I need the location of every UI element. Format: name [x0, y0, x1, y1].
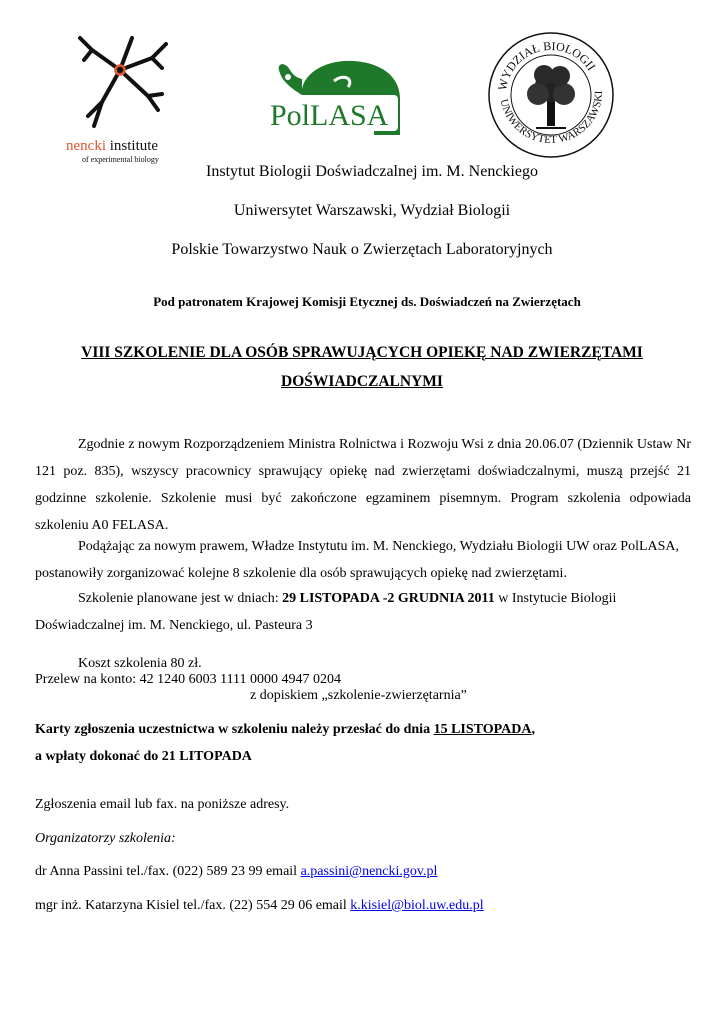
- email-link-passini[interactable]: a.passini@nencki.gov.pl: [300, 864, 438, 879]
- email-link-kisiel[interactable]: k.kisiel@biol.uw.edu.pl: [350, 898, 484, 913]
- seal-ring-bottom: UNIWERSYTET WARSZAWSKI: [497, 90, 606, 147]
- pollasa-logo-text: PolLASA: [270, 99, 389, 132]
- paragraph-organization: Podążając za nowym prawem, Władze Instytutu im. M. Nenckiego, Wydziału Biologii UW oraz PolLASA, postanowiły zorganizować kolejne 8 szkolenie dla osób sprawujących opiekę nad zwierzętami.: [35, 539, 680, 581]
- nencki-logo-sub: of experimental biology: [82, 155, 159, 164]
- applications-info: Zgłoszenia email lub fax. na poniższe adresy.: [35, 797, 290, 812]
- seal-ring-top: WYDZIAŁ BIOLOGII: [495, 38, 599, 92]
- dates-intro: Szkolenie planowane jest w dniach:: [78, 591, 283, 606]
- cards-text: Karty zgłoszenia uczestnictwa w szkoleniu należy przesłać do dnia: [35, 722, 434, 737]
- cards-date: 15 LISTOPADA: [433, 722, 532, 737]
- payment-deadline: a wpłaty dokonać do 21 LITOPADA: [35, 749, 252, 764]
- title-line-2: DOŚWIADCZALNYMI: [281, 373, 443, 390]
- cards-comma: ,: [531, 722, 535, 737]
- svg-text:nencki institute: [66, 138, 158, 154]
- uw-biology-seal: [486, 30, 616, 160]
- tree-icon: [527, 65, 575, 128]
- nencki-logo-name: nencki: [66, 138, 106, 154]
- paragraph-regulation: Zgodnie z nowym Rozporządzeniem Ministra Rolnictwa i Rozwoju Wsi z dnia 20.06.07 (Dziennik Ustaw Nr 121 poz. 835), wszyscy pracownicy sprawujący opiekę nad zwierzętami doświadczalnymi, muszą przejść 21 godzinne szkolenie. Szkolenie musi być zakończone egzaminem pisemnym. Program szkolenia odpowiada szkoleniu A0 FELASA.: [35, 437, 691, 533]
- pollasa-logo: [262, 55, 410, 143]
- organizers-label: Organizatorzy szkolenia:: [35, 831, 176, 846]
- nencki-institute-logo: [62, 30, 182, 165]
- institute-name-2: Uniwersytet Warszawski, Wydział Biologii: [233, 202, 511, 219]
- bank-transfer: Przelew na konto: 42 1240 6003 1111 0000 4947 0204: [35, 672, 342, 687]
- title-line-1: VIII SZKOLENIE DLA OSÓB SPRAWUJĄCYCH OPIEKĘ NAD ZWIERZĘTAMI: [81, 344, 643, 361]
- dates-location: w Instytucie Biologii Doświadczalnej im. M. Nenckiego, ul. Pasteura 3: [35, 591, 617, 633]
- nencki-logo-rest: institute: [105, 138, 159, 154]
- training-dates: 29 LISTOPADA -2 GRUDNIA 2011: [282, 591, 495, 606]
- institute-name-1: Instytut Biologii Doświadczalnej im. M. Nenckiego: [206, 163, 538, 180]
- contact-kisiel-text: mgr inż. Katarzyna Kisiel tel./fax. (22) 554 29 06 email: [35, 898, 351, 913]
- registration-deadline: [35, 722, 535, 738]
- patronage-line: Pod patronatem Krajowej Komisji Etycznej ds. Doświadczeń na Zwierzętach: [153, 294, 581, 309]
- institute-name-3: Polskie Towarzystwo Nauk o Zwierzętach Laboratoryjnych: [171, 241, 553, 258]
- transfer-annotation: z dopiskiem „szkolenie-zwierzętarnia”: [250, 688, 467, 703]
- contact-passini: [35, 864, 437, 880]
- contact-kisiel: [35, 898, 484, 914]
- training-cost: Koszt szkolenia 80 zł.: [78, 656, 202, 671]
- paragraph-dates: [35, 585, 691, 639]
- contact-passini-text: dr Anna Passini tel./fax. (022) 589 23 99 email: [35, 864, 301, 879]
